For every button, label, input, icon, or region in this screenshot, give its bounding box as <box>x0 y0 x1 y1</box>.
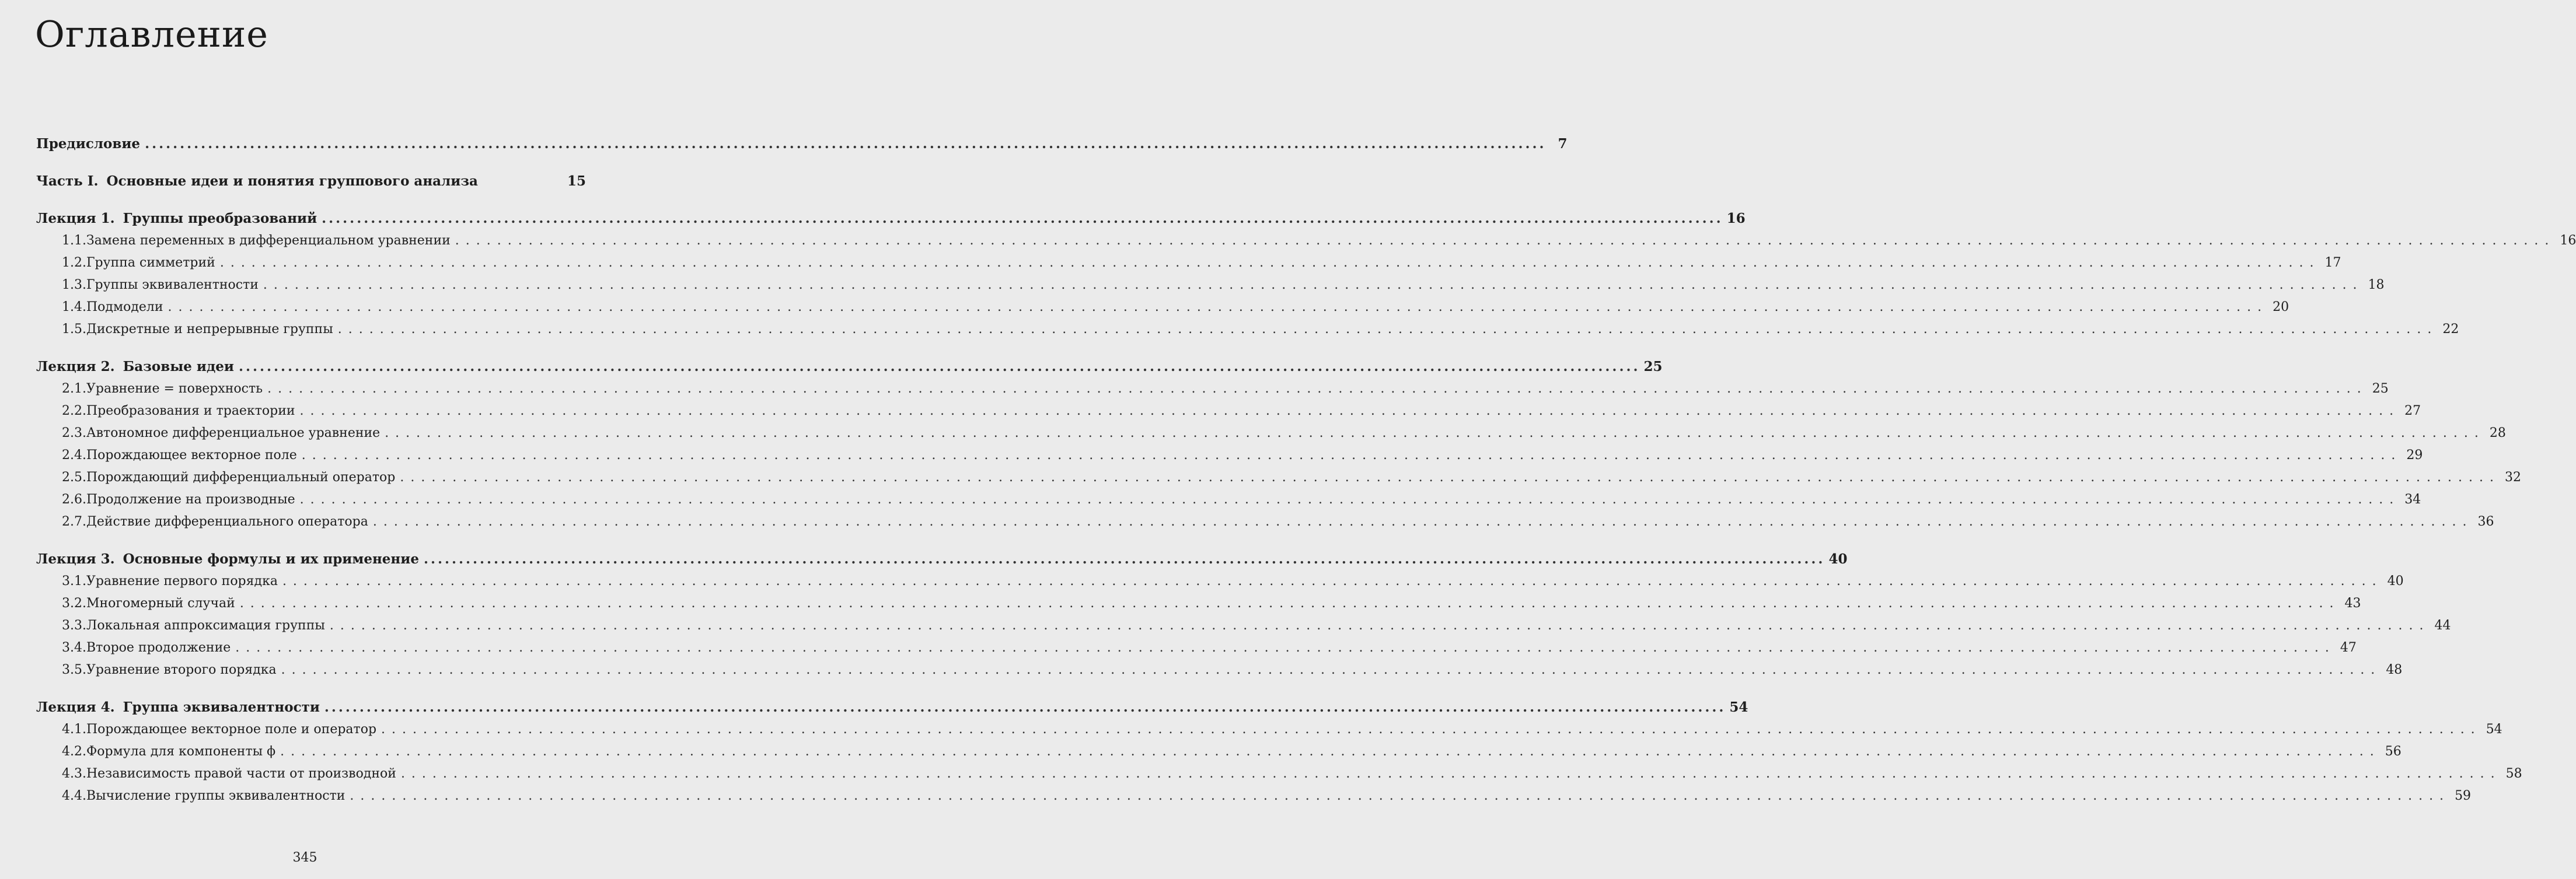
toc-entry-label: Группа симметрий <box>86 255 215 270</box>
toc-entry-preface[interactable] <box>36 133 1568 155</box>
toc-entry-page: 40 <box>2387 574 2404 589</box>
toc-entry-number: 2.3. <box>62 426 86 440</box>
toc-entry-page: 22 <box>2442 322 2459 337</box>
dot-leader: ........................................................................................................................................................................................................ <box>267 381 2368 396</box>
toc-entry-label: Уравнение = поверхность <box>86 381 263 396</box>
toc-entry-section[interactable] <box>36 378 2389 400</box>
toc-entry-page: 18 <box>2368 278 2385 292</box>
toc-entry-part[interactable] <box>36 170 586 192</box>
toc-entry-label: Формула для компоненты ϕ <box>86 744 276 759</box>
toc-entry-page: 54 <box>1729 699 1748 715</box>
toc-entry-page: 27 <box>2404 404 2421 418</box>
toc-entry-label: Продолжение на производные <box>86 492 295 507</box>
toc-entry-number: 3.2. <box>62 596 86 611</box>
toc-entry-section[interactable] <box>36 274 2385 296</box>
dot-leader: ........................................................................................................................................................................................................ <box>423 551 1825 567</box>
toc-entry-number: 3.1. <box>62 574 86 589</box>
toc-entry-page: 17 <box>2324 255 2341 270</box>
toc-entry-lecture[interactable] <box>36 208 1746 230</box>
toc-entry-number: Лекция 1. <box>36 211 115 226</box>
toc-entry-section[interactable] <box>36 400 2421 422</box>
dot-leader: ........................................................................................................................................................................................................ <box>400 470 2500 485</box>
dot-leader: ........................................................................................................................................................................................................ <box>281 663 2382 677</box>
toc-entry-label: Порождающее векторное поле и оператор <box>86 722 377 737</box>
toc-entry-number: 1.4. <box>62 300 86 314</box>
toc-entry-label: Подмодели <box>86 300 163 314</box>
dot-leader: ........................................................................................................................................................................................................ <box>324 699 1726 715</box>
dot-leader: ........................................................................................................................................................................................................ <box>372 514 2473 529</box>
toc-entry-label: Дискретные и непрерывные группы <box>86 322 333 337</box>
toc-entry-section[interactable] <box>36 467 2521 489</box>
dot-leader: ........................................................................................................................................................................................................ <box>385 426 2485 440</box>
toc-entry-number: 2.7. <box>62 514 86 529</box>
toc-entry-page: 54 <box>2486 722 2502 737</box>
toc-entry-page: 28 <box>2489 426 2506 440</box>
toc-entry-number: 1.1. <box>62 233 86 248</box>
toc-entry-page: 32 <box>2504 470 2521 485</box>
toc-entry-number: Лекция 2. <box>36 359 115 374</box>
toc-entry-number: 1.3. <box>62 278 86 292</box>
toc-entry-number: 2.1. <box>62 381 86 396</box>
toc-entry-number: 4.4. <box>62 789 86 803</box>
toc-entry-section[interactable] <box>36 489 2421 511</box>
toc-entry-number: 1.2. <box>62 255 86 270</box>
toc-entry-number: Лекция 4. <box>36 699 115 715</box>
dot-leader: ........................................................................................................................................................................................................ <box>239 596 2340 611</box>
toc-entry-page: 20 <box>2273 300 2289 314</box>
toc-entry-label: Многомерный случай <box>86 596 235 611</box>
toc-entry-section[interactable] <box>36 719 2502 741</box>
toc-entry-section[interactable] <box>36 593 2361 615</box>
toc-entry-section[interactable] <box>36 615 2451 637</box>
dot-leader: ........................................................................................................................................................................................................ <box>219 255 2320 270</box>
toc-entry-label: Порождающий дифференциальный оператор <box>86 470 396 485</box>
dot-leader: ........................................................................................................................................................................................................ <box>301 448 2402 463</box>
toc-entry-label: Группа эквивалентности <box>123 699 320 715</box>
toc-entry-page: 16 <box>2560 233 2576 248</box>
toc-entry-label: Локальная аппроксимация группы <box>86 618 325 633</box>
dot-leader: ........................................................................................................................................................................................................ <box>299 404 2400 418</box>
toc-entry-number: 2.6. <box>62 492 86 507</box>
toc-entry-number: Часть I. <box>36 173 99 189</box>
toc-entry-section[interactable] <box>36 570 2404 593</box>
toc-entry-page: 36 <box>2477 514 2494 529</box>
dot-leader: ........................................................................................................................................................................................................ <box>329 618 2430 633</box>
toc-entry-page: 25 <box>1643 359 1663 374</box>
toc-entry-label: Второе продолжение <box>86 640 231 655</box>
dot-leader: ........................................................................................................................................................................................................ <box>263 278 2364 292</box>
toc-entry-label: Базовые идеи <box>123 359 234 374</box>
toc-entry-label: Действие дифференциального оператора <box>86 514 368 529</box>
toc-entry-section[interactable] <box>36 741 2402 763</box>
dot-leader: ........................................................................................................................................................................................................ <box>280 744 2380 759</box>
dot-leader: ........................................................................................................................................................................................................ <box>167 300 2268 314</box>
toc-entry-label: Группы эквивалентности <box>86 278 259 292</box>
toc-entry-number: Лекция 3. <box>36 551 115 567</box>
dot-leader: ........................................................................................................................................................................................................ <box>299 492 2400 507</box>
toc-entry-number: 3.4. <box>62 640 86 655</box>
table-of-contents <box>36 133 2576 807</box>
toc-entry-label: Уравнение второго порядка <box>86 663 277 677</box>
dot-leader: ........................................................................................................................................................................................................ <box>455 233 2556 248</box>
toc-entry-page: 59 <box>2455 789 2472 803</box>
dot-leader: ........................................................................................................................................................................................................ <box>337 322 2438 337</box>
toc-entry-page: 47 <box>2340 640 2357 655</box>
toc-entry-label: Независимость правой части от производной <box>86 766 396 781</box>
toc-entry-lecture[interactable] <box>36 548 1848 570</box>
toc-entry-label: Предисловие <box>36 136 141 152</box>
toc-entry-label: Автономное дифференциальное уравнение <box>86 426 381 440</box>
toc-entry-number: 4.1. <box>62 722 86 737</box>
toc-entry-page: 15 <box>567 173 586 189</box>
toc-entry-label: Группы преобразований <box>123 211 317 226</box>
toc-entry-page: 56 <box>2385 744 2402 759</box>
toc-entry-page: 34 <box>2404 492 2421 507</box>
toc-entry-number: 4.2. <box>62 744 86 759</box>
toc-entry-section[interactable] <box>36 422 2506 444</box>
dot-leader: ........................................................................................................................................................................................................ <box>145 136 1547 152</box>
toc-entry-section[interactable] <box>36 659 2403 681</box>
dot-leader: ........................................................................................................................................................................................................ <box>400 766 2501 781</box>
toc-entry-number: 4.3. <box>62 766 86 781</box>
dot-leader: ........................................................................................................................................................................................................ <box>322 211 1723 226</box>
toc-entry-lecture[interactable] <box>36 696 1748 719</box>
toc-entry-section[interactable] <box>36 763 2522 785</box>
toc-entry-lecture[interactable] <box>36 356 1663 378</box>
toc-entry-page: 40 <box>1828 551 1848 567</box>
toc-entry-page: 58 <box>2505 766 2522 781</box>
dot-leader: ........................................................................................................................................................................................................ <box>282 574 2383 589</box>
toc-entry-section[interactable] <box>36 637 2357 659</box>
toc-entry-number: 2.4. <box>62 448 86 463</box>
toc-entry-page: 7 <box>1558 136 1568 152</box>
toc-entry-page: 25 <box>2372 381 2389 396</box>
page-number: 345 <box>292 850 317 865</box>
dot-leader: ........................................................................................................................................................................................................ <box>239 359 1640 374</box>
toc-entry-label: Порождающее векторное поле <box>86 448 297 463</box>
dot-leader: ........................................................................................................................................................................................................ <box>381 722 2481 737</box>
dot-leader: ........................................................................................................................................................................................................ <box>235 640 2336 655</box>
toc-entry-section[interactable] <box>36 318 2459 341</box>
toc-entry-number: 2.2. <box>62 404 86 418</box>
toc-entry-number: 1.5. <box>62 322 86 337</box>
toc-entry-label: Вычисление группы эквивалентности <box>86 789 345 803</box>
toc-entry-number: 2.5. <box>62 470 86 485</box>
toc-entry-label: Основные формулы и их применение <box>123 551 419 567</box>
toc-entry-number: 3.5. <box>62 663 86 677</box>
toc-entry-page: 16 <box>1726 211 1746 226</box>
toc-entry-page: 48 <box>2386 663 2403 677</box>
toc-entry-page: 44 <box>2434 618 2451 633</box>
toc-entry-section[interactable] <box>36 444 2423 467</box>
page-title: Оглавление <box>35 13 268 55</box>
toc-entry-label: Замена переменных в дифференциальном уравнении <box>86 233 451 248</box>
toc-entry-section[interactable] <box>36 511 2494 533</box>
toc-entry-label: Преобразования и траектории <box>86 404 295 418</box>
dot-leader: ........................................................................................................................................................................................................ <box>350 789 2451 803</box>
toc-entry-page: 43 <box>2344 596 2361 611</box>
toc-entry-label: Уравнение первого порядка <box>86 574 278 589</box>
toc-entry-section[interactable] <box>36 785 2472 807</box>
toc-entry-number: 3.3. <box>62 618 86 633</box>
toc-entry-section[interactable] <box>36 252 2341 274</box>
toc-entry-label: Основные идеи и понятия группового анализа <box>106 173 478 189</box>
toc-entry-section[interactable] <box>36 230 2576 252</box>
toc-entry-section[interactable] <box>36 296 2289 318</box>
toc-entry-page: 29 <box>2406 448 2423 463</box>
